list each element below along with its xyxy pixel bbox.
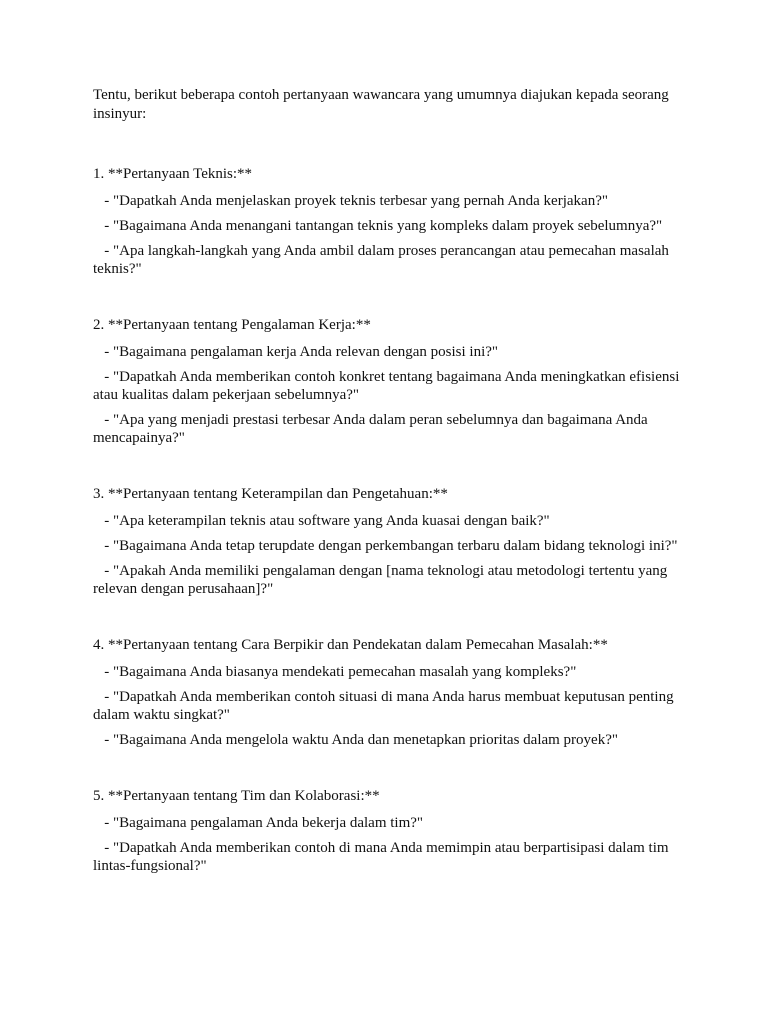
section-heading: 4. **Pertanyaan tentang Cara Berpikir dan Pendekatan dalam Pemecahan Masalah:** xyxy=(93,637,608,653)
section-skills-knowledge xyxy=(93,485,683,598)
question-item: - "Dapatkah Anda menjelaskan proyek teknis terbesar yang pernah Anda kerjakan?" xyxy=(93,193,608,209)
question-item: - "Apa langkah-langkah yang Anda ambil dalam proses perancangan atau pemecahan masalah teknis?" xyxy=(93,243,673,277)
intro-paragraph: Tentu, berikut beberapa contoh pertanyaan wawancara yang umumnya diajukan kepada seorang insinyur: xyxy=(93,87,669,122)
section-heading: 2. **Pertanyaan tentang Pengalaman Kerja:** xyxy=(93,317,371,333)
question-item: - "Dapatkah Anda memberikan contoh konkret tentang bagaimana Anda meningkatkan efisiensi atau kualitas dalam pekerjaan sebelumnya?" xyxy=(93,369,684,403)
question-item: - "Apa yang menjadi prestasi terbesar Anda dalam peran sebelumnya dan bagaimana Anda mencapainya?" xyxy=(93,412,652,446)
document-page xyxy=(93,86,683,882)
section-team-collaboration xyxy=(93,787,683,875)
question-item: - "Bagaimana Anda tetap terupdate dengan perkembangan terbaru dalam bidang teknologi ini?" xyxy=(93,538,678,554)
question-item: - "Dapatkah Anda memberikan contoh situasi di mana Anda harus membuat keputusan penting dalam waktu singkat?" xyxy=(93,689,678,723)
question-item: - "Bagaimana pengalaman kerja Anda relevan dengan posisi ini?" xyxy=(93,344,499,360)
section-technical xyxy=(93,165,683,278)
question-item: - "Bagaimana pengalaman Anda bekerja dalam tim?" xyxy=(93,815,424,831)
section-heading: 1. **Pertanyaan Teknis:** xyxy=(93,166,253,182)
section-heading: 3. **Pertanyaan tentang Keterampilan dan Pengetahuan:** xyxy=(93,486,448,502)
section-problem-solving xyxy=(93,636,683,749)
question-item: - "Bagaimana Anda menangani tantangan teknis yang kompleks dalam proyek sebelumnya?" xyxy=(93,218,663,234)
question-item: - "Dapatkah Anda memberikan contoh di mana Anda memimpin atau berpartisipasi dalam tim lintas-fungsional?" xyxy=(93,840,673,874)
section-work-experience xyxy=(93,316,683,447)
question-item: - "Apa keterampilan teknis atau software yang Anda kuasai dengan baik?" xyxy=(93,513,550,529)
section-heading: 5. **Pertanyaan tentang Tim dan Kolaborasi:** xyxy=(93,788,380,804)
question-item: - "Apakah Anda memiliki pengalaman dengan [nama teknologi atau metodologi tertentu yang relevan dengan perusahaan]?" xyxy=(93,563,672,597)
question-item: - "Bagaimana Anda biasanya mendekati pemecahan masalah yang kompleks?" xyxy=(93,664,577,680)
question-item: - "Bagaimana Anda mengelola waktu Anda dan menetapkan prioritas dalam proyek?" xyxy=(93,732,618,748)
